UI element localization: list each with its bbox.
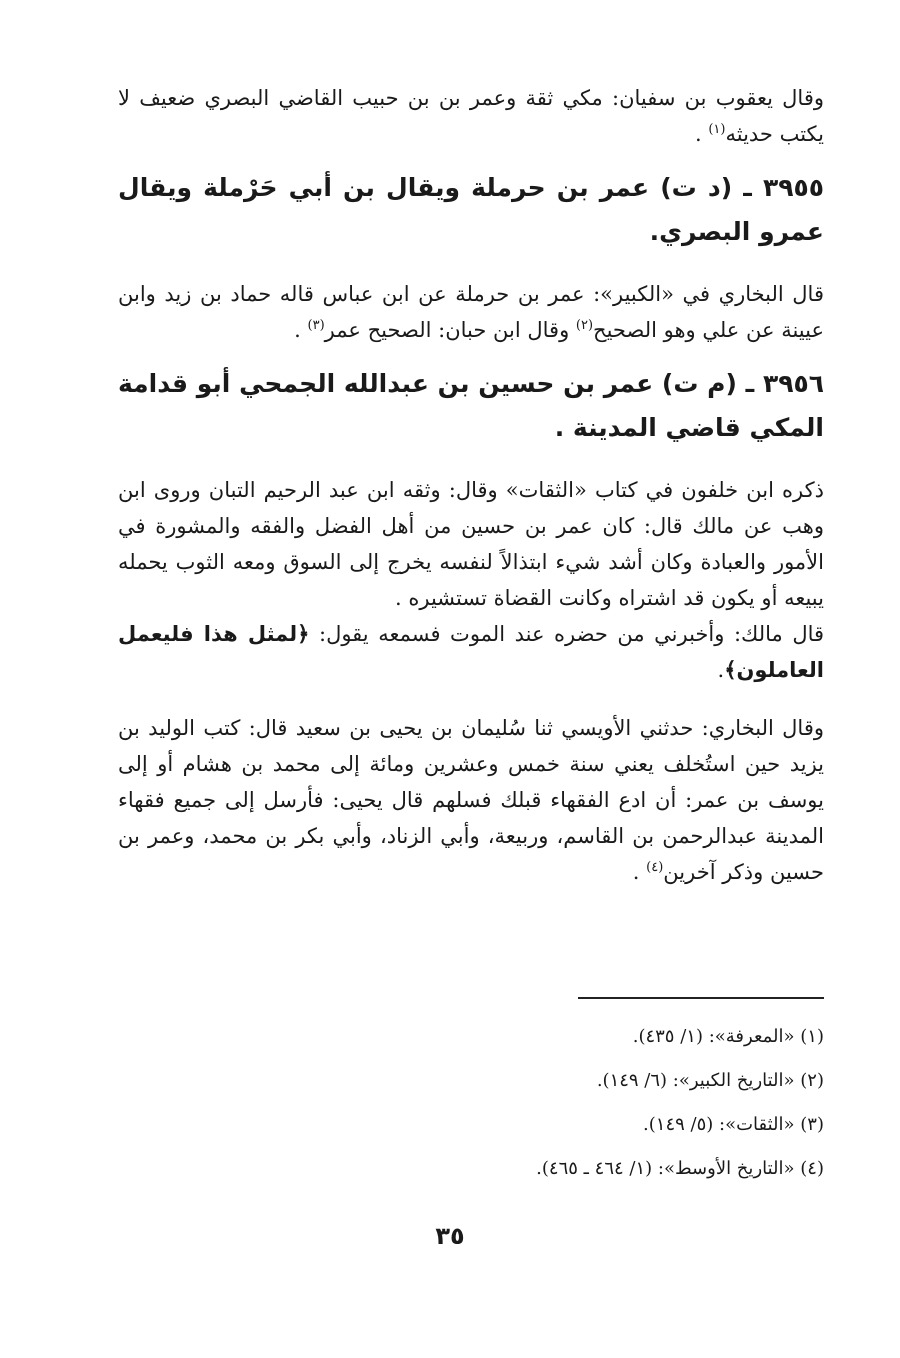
paragraph-bukhari-kabir [118,276,824,348]
footnote-1: (١) «المعرفة»: (١/ ٤٣٥). [632,1026,824,1047]
quran-quote: ﴿لمثل هذا فليعمل العاملون﴾ [118,622,824,682]
main-text [118,80,824,890]
paragraph-text: وقال يعقوب بن سفيان: مكي ثقة وعمر بن بن حبيب القاضي البصري ضعيف لا يكتب حديثه [118,86,824,146]
paragraph-tail: . [694,122,709,146]
paragraph-text: وقال البخاري: حدثني الأويسي ثنا سُليمان بن يحيى بن سعيد قال: كتب الوليد بن يزيد حين استُخلف يعني سنة خمس وعشرين ومائة إلى محمد بن هشام أو إلى يوسف بن عمر: أن ادع الفقهاء قبلك فسلهم قال يحيى: فأرسل إلى جميع فقهاء المدينة عبدالرحمن بن القاسم، وربيعة، وأبي الزناد، وأبي بكر بن محمد، وعمر بن حسين وذكر آخرين [118,716,824,884]
footnote-divider [578,997,824,999]
paragraph-malik-quote [118,616,824,688]
footnote-ref[interactable]: (٣) [307,318,325,333]
entry-3955-heading: ٣٩٥٥ ـ (د ت) عمر بن حرملة ويقال بن أبي حَرْملة ويقال عمرو البصري. [118,173,824,246]
footnote-4: (٤) «التاريخ الأوسط»: (١/ ٤٦٤ ـ ٤٦٥). [536,1158,824,1179]
footnote-3: (٣) «الثقات»: (٥/ ١٤٩). [643,1114,824,1135]
page-number: ٣٥ [435,1222,465,1250]
paragraph-yaqub [118,80,824,152]
footnote-ref[interactable]: (٤) [646,860,664,875]
paragraph-text: وقال ابن حبان: الصحيح عمر [324,318,576,342]
paragraph-tail: . [717,658,725,682]
footnote-2: (٢) «التاريخ الكبير»: (٦/ ١٤٩). [596,1070,824,1091]
footnote-ref[interactable]: (٢) [575,318,594,333]
footnotes [118,1015,824,1191]
paragraph-ibn-khalfun: ذكره ابن خلفون في كتاب «الثقات» وقال: وثقه ابن عبد الرحيم التبان وروى ابن وهب عن مالك قال: كان عمر بن حسين من أهل الفضل والفقه والمشورة في الأمور والعبادة وكان أشد شيء ابتذالاً لنفسه يخرج إلى السوق ومعه الثوب يحمله يبيعه أو يكون قد اشتراه وكانت القضاة تستشيره . [118,478,824,610]
paragraph-tail: . [294,318,308,342]
footnote-ref[interactable]: (١) [708,122,726,137]
paragraph-text: قال البخاري في «الكبير»: عمر بن حرملة عن ابن عباس قاله حماد بن زيد وابن عيينة عن علي وهو الصحيح [118,282,824,342]
paragraph-bukhari-walid [118,710,824,890]
paragraph-text: قال مالك: وأخبرني من حضره عند الموت فسمعه يقول: [309,622,825,646]
paragraph-tail: . [632,860,647,884]
entry-3956-heading: ٣٩٥٦ ـ (م ت) عمر بن حسين بن عبدالله الجمحي أبو قدامة المكي قاضي المدينة . [118,369,824,442]
